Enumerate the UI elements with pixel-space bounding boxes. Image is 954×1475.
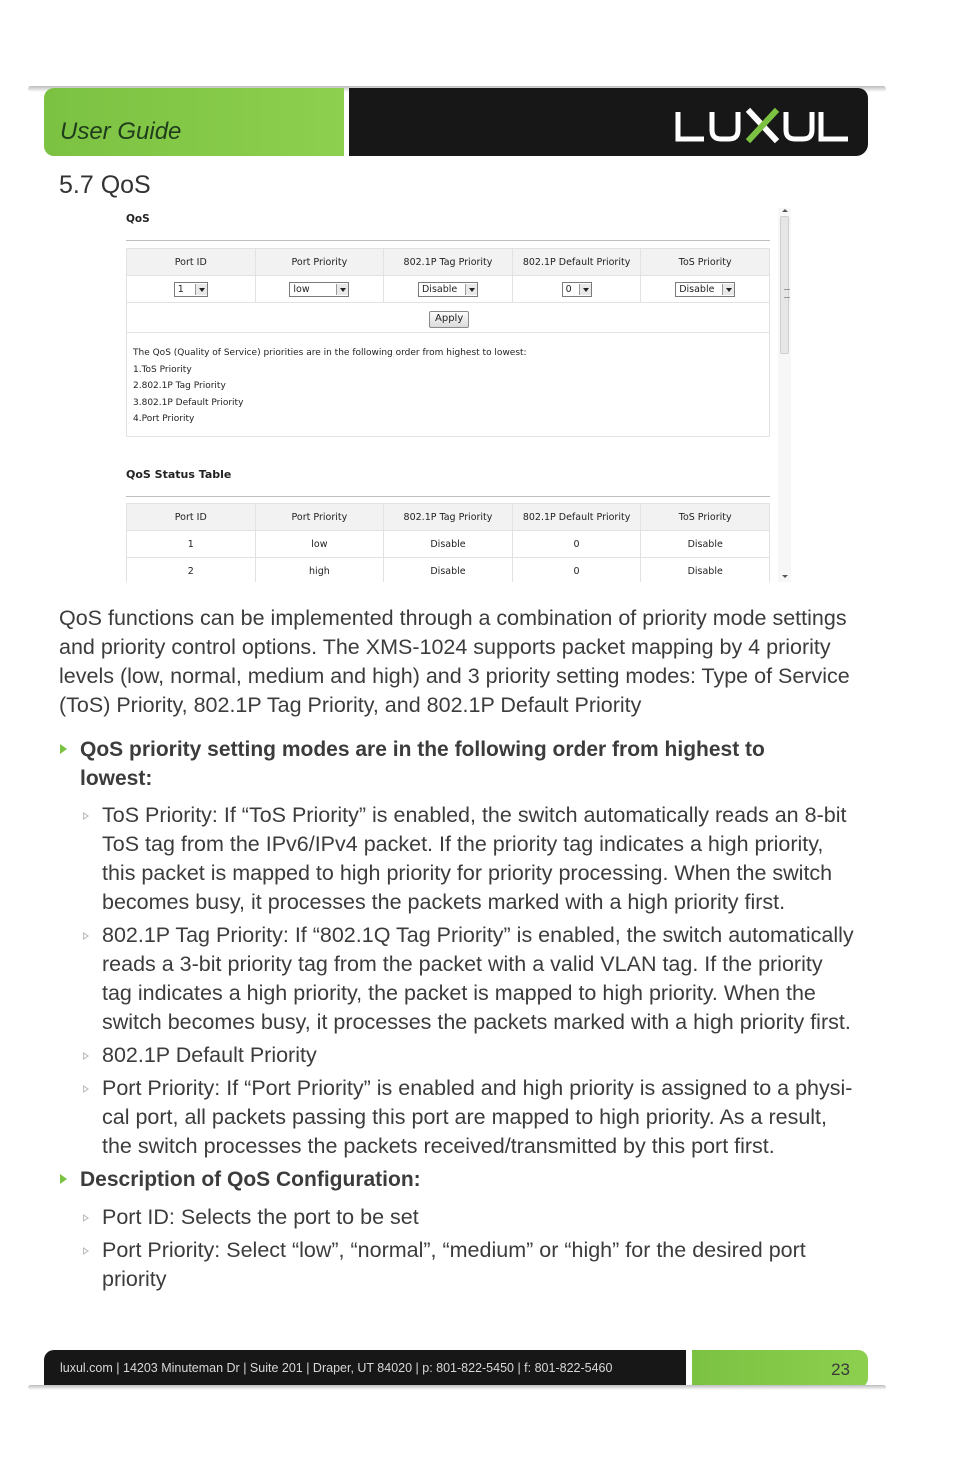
chevron-down-icon xyxy=(195,284,207,295)
divider xyxy=(126,496,770,497)
cell: Disable xyxy=(384,558,513,583)
table-header-row xyxy=(127,249,770,276)
tag-priority-select[interactable]: Disable xyxy=(418,282,478,297)
port-id-select[interactable]: 1 xyxy=(174,282,208,297)
cell: low xyxy=(255,531,384,558)
table-row xyxy=(127,276,770,303)
luxul-logo xyxy=(674,106,852,144)
table-row xyxy=(127,531,770,558)
default-priority-select[interactable]: 0 xyxy=(562,282,592,297)
col-port-id: Port ID xyxy=(127,504,256,531)
cell: Disable xyxy=(641,531,770,558)
col-port-id: Port ID xyxy=(127,249,256,276)
list-item-text: Port Priority: Select “low”, “normal”, “medium” or “high” for the desired port priority xyxy=(102,1238,806,1291)
triangle-bullet-icon xyxy=(83,932,89,940)
tos-priority-select[interactable]: Disable xyxy=(675,282,735,297)
desc-line: 4.Port Priority xyxy=(133,414,195,424)
triangle-bullet-icon xyxy=(60,744,67,754)
list-item-text: 802.1P Default Priority xyxy=(102,1043,317,1067)
triangle-bullet-icon xyxy=(60,1174,67,1184)
chevron-down-icon xyxy=(722,284,734,295)
scroll-up-icon[interactable] xyxy=(782,209,788,212)
cell: 2 xyxy=(127,558,256,583)
status-table-title: QoS Status Table xyxy=(126,468,232,481)
section-title: 5.7 QoS xyxy=(59,171,151,199)
apply-row xyxy=(126,303,770,333)
triangle-bullet-icon xyxy=(83,1085,89,1093)
header-green-panel xyxy=(44,88,344,156)
triangle-bullet-icon xyxy=(83,1052,89,1060)
page-footer xyxy=(44,1350,868,1388)
list-item-text: Port ID: Selects the port to be set xyxy=(102,1205,419,1229)
intro-paragraph: QoS functions can be implemented through a combination of priority mode settings and priority control options. The XMS-1024 supports packet mapping by 4 priority levels (low, normal, medium and high) and 3 priority setting modes: Type of Service (ToS) Priority, 802.1P Tag Priority, and 802.1P Default Priority xyxy=(59,606,850,717)
page-number: 23 xyxy=(831,1360,850,1379)
scroll-thumb[interactable] xyxy=(780,216,789,354)
col-tos-priority: ToS Priority xyxy=(641,249,770,276)
footer-contact: luxul.com | 14203 Minuteman Dr | Suite 201 | Draper, UT 84020 | p: 801-822-5450 | f: 801-822-5460 xyxy=(60,1361,613,1375)
cell: Disable xyxy=(641,558,770,583)
bullet-text: QoS priority setting modes are in the following order from highest to lowest: xyxy=(80,738,765,790)
chevron-down-icon xyxy=(579,284,591,295)
desc-line: The QoS (Quality of Service) priorities are in the following order from highest to lowest: xyxy=(133,348,527,358)
table-header-row xyxy=(127,504,770,531)
header-dark-panel xyxy=(349,88,868,156)
qos-config-table xyxy=(126,248,770,303)
col-port-priority: Port Priority xyxy=(255,249,384,276)
chevron-down-icon xyxy=(465,284,477,295)
qos-panel-title: QoS xyxy=(126,213,150,225)
list-item-text: 802.1P Tag Priority: If “802.1Q Tag Priority” is enabled, the switch automatically reads a 3-bit priority tag from the packet with a valid VLAN tag. If the priority tag indicates a high priority, the packet is mapped to high priority. When the switch becomes busy, it processes the packets marked with a high priority first. xyxy=(102,923,854,1034)
col-tag-priority: 802.1P Tag Priority xyxy=(384,504,513,531)
cell: Disable xyxy=(384,531,513,558)
triangle-bullet-icon xyxy=(83,1247,89,1255)
port-priority-select[interactable]: low xyxy=(289,282,349,297)
col-tos-priority: ToS Priority xyxy=(641,504,770,531)
triangle-bullet-icon xyxy=(83,1214,89,1222)
col-port-priority: Port Priority xyxy=(255,504,384,531)
footer-dark-panel xyxy=(44,1350,686,1388)
col-tag-priority: 802.1P Tag Priority xyxy=(384,249,513,276)
qos-status-table xyxy=(126,503,770,582)
col-default-priority: 802.1P Default Priority xyxy=(512,504,641,531)
desc-line: 1.ToS Priority xyxy=(133,364,192,375)
list-item-text: Port Priority: If “Port Priority” is enabled and high priority is assigned to a physi-cal port, all packets passing this port are mapped to high priority. As a result, the switch processes the packets received/transmitted by this port first. xyxy=(102,1076,853,1158)
footer-shadow xyxy=(28,1385,886,1390)
qos-screenshot xyxy=(126,208,792,582)
cell: 1 xyxy=(127,531,256,558)
vertical-scrollbar[interactable] xyxy=(778,208,791,582)
chevron-down-icon xyxy=(336,284,348,295)
cell: 0 xyxy=(512,558,641,583)
triangle-bullet-icon xyxy=(83,812,89,820)
list-item-text: ToS Priority: If “ToS Priority” is enabled, the switch automatically reads an 8-bit ToS tag from the IPv6/IPv4 packet. If the priority tag indicates a high priority, this packet is mapped to high priority for priority processing. When the switch becomes busy, it processes the packets marked with a high priority first. xyxy=(102,803,847,914)
cell: high xyxy=(255,558,384,583)
divider xyxy=(126,240,770,241)
col-default-priority: 802.1P Default Priority xyxy=(512,249,641,276)
footer-green-panel xyxy=(692,1350,868,1388)
desc-line: 3.802.1P Default Priority xyxy=(133,397,244,408)
page-header xyxy=(44,88,868,156)
bullet-text: Description of QoS Configuration: xyxy=(80,1168,421,1191)
apply-button[interactable]: Apply xyxy=(429,311,469,328)
cell: 0 xyxy=(512,531,641,558)
table-row xyxy=(127,558,770,583)
desc-line: 2.802.1P Tag Priority xyxy=(133,381,226,391)
qos-description xyxy=(126,333,770,437)
scroll-down-icon[interactable] xyxy=(782,575,788,578)
header-title: User Guide xyxy=(60,118,182,145)
